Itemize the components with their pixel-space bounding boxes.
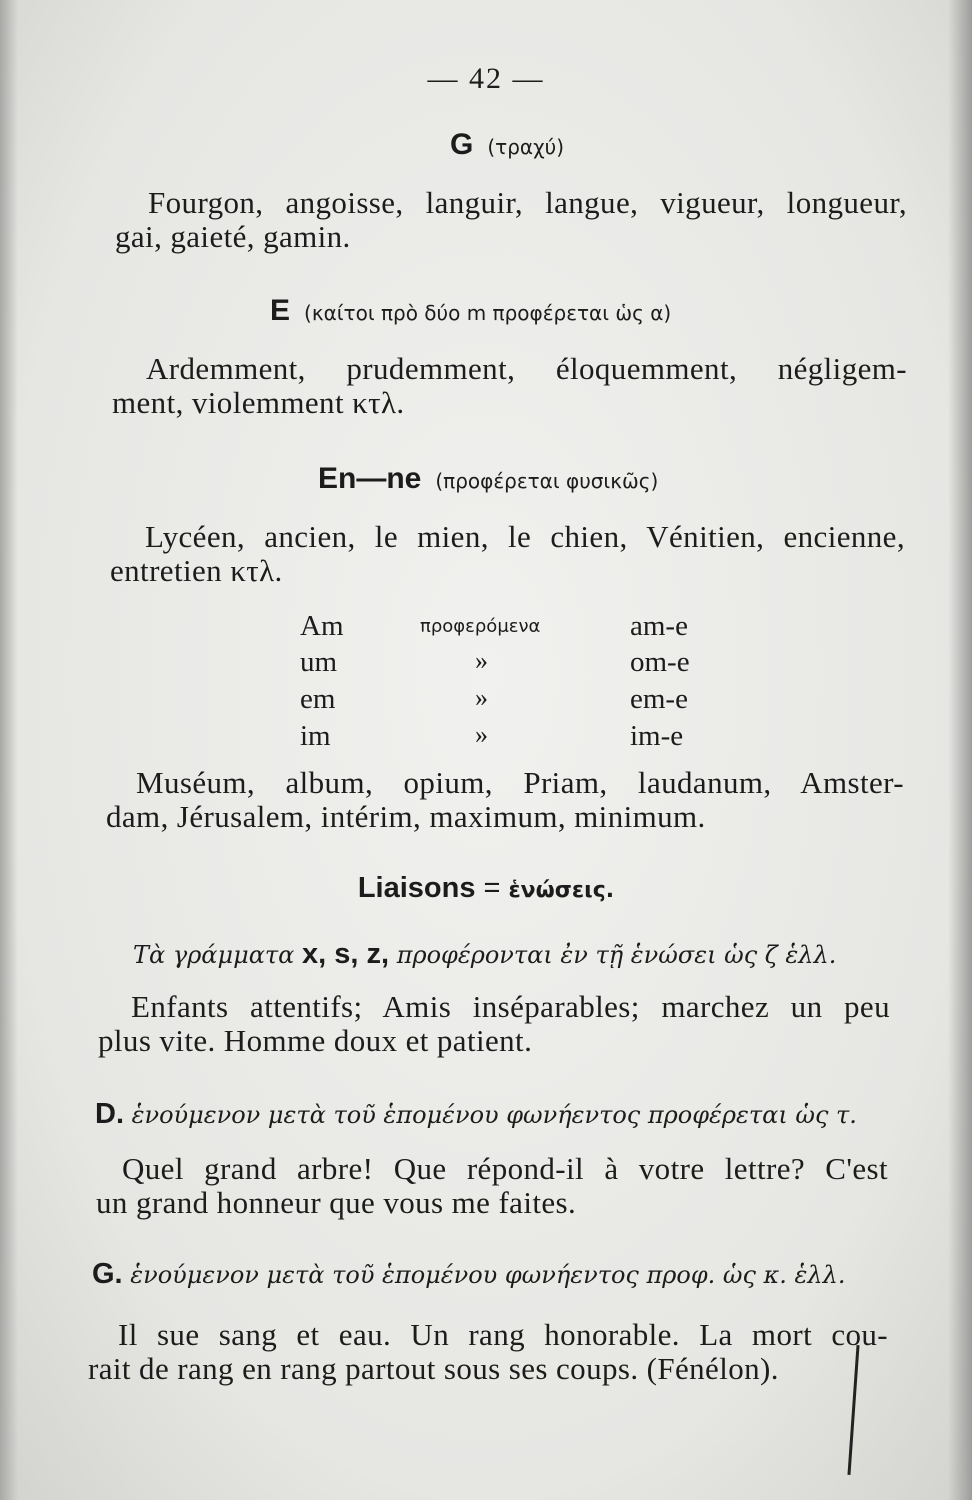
rule-g <box>92 1258 845 1291</box>
text-line: Ardemment, prudemment, éloquemment, négligem- <box>146 351 907 386</box>
paragraph-e-examples <box>112 352 907 420</box>
paragraph-g-liaison-examples <box>88 1318 888 1386</box>
heading-letter: En—ne <box>318 462 422 495</box>
heading-note: (προφέρεται φυσικῶς) <box>435 469 659 493</box>
text-line: Fourgon, angoisse, languir, langue, vigueur, longueur, <box>148 185 907 220</box>
rule-text: ἑνούμενον μετὰ τοῦ ἑπομένου φωνήεντος προφ. ὡς κ. ἑλλ. <box>130 1261 846 1289</box>
text-line: Il sue sang et eau. Un rang honorable. La mort cou- <box>118 1317 888 1352</box>
rule-letter: D. <box>95 1098 124 1130</box>
heading-note: (καίτοι πρὸ δύο m προφέρεται ὡς α) <box>304 301 672 325</box>
paragraph-table-examples <box>106 766 904 834</box>
rule-d <box>95 1098 857 1131</box>
text-line: Muséum, album, opium, Priam, laudanum, Amster- <box>136 765 904 800</box>
rule-prefix: Τὰ γράμματα <box>133 941 295 969</box>
section-heading-g <box>450 128 564 162</box>
table-sound: em-e <box>630 683 688 715</box>
page-number: — 42 — <box>427 62 545 95</box>
text-line: gai, gaieté, gamin. <box>115 219 351 254</box>
table-spelling: em <box>300 683 336 715</box>
table-ditto: » <box>475 683 488 712</box>
liaisons-heading <box>0 872 972 905</box>
rule-text: ἑνούμενον μετὰ τοῦ ἑπομένου φωνήεντος προφέρεται ὡς τ. <box>131 1101 857 1129</box>
heading-letter: G <box>450 128 474 161</box>
section-heading-e <box>270 294 671 328</box>
rule-xsz <box>133 938 836 971</box>
table-ditto: » <box>475 646 488 675</box>
table-sound: im-e <box>630 720 684 752</box>
table-ditto: » <box>475 720 488 749</box>
heading-letter: E <box>270 294 291 327</box>
paragraph-d-examples <box>96 1152 888 1220</box>
text-line: dam, Jérusalem, intérim, maximum, minimum. <box>106 799 706 834</box>
liaisons-equals: = <box>483 872 501 904</box>
table-spelling: Am <box>300 610 344 642</box>
text-line: ment, violemment κτλ. <box>112 385 405 420</box>
table-spelling: um <box>300 646 338 678</box>
text-line: Quel grand arbre! Que répond-il à votre lettre? C'est <box>122 1151 888 1186</box>
rule-suffix: προφέρονται ἐν τῇ ἑνώσει ὡς ζ ἑλλ. <box>396 941 837 969</box>
paragraph-g-examples <box>115 186 907 254</box>
text-line: un grand honneur que vous me faites. <box>96 1185 577 1220</box>
text-line: Lycéen, ancien, le mien, le chien, Vénitien, encienne, <box>145 519 905 554</box>
text-line: Enfants attentifs; Amis inséparables; marchez un peu <box>131 989 890 1024</box>
table-note: προφερόμενα <box>420 616 541 637</box>
text-line: entretien κτλ. <box>110 553 283 588</box>
page-shadow-left <box>0 0 18 1500</box>
liaisons-title: Liaisons <box>357 872 476 904</box>
table-sound: om-e <box>630 646 690 678</box>
paragraph-xsz-examples <box>98 990 890 1058</box>
paragraph-en-examples <box>110 520 905 588</box>
table-spelling: im <box>300 720 331 752</box>
table-sound: am-e <box>630 610 688 642</box>
page-shadow-right <box>948 0 972 1500</box>
liaisons-greek: ἑνώσεις. <box>508 878 615 903</box>
heading-note: (τραχύ) <box>487 135 564 159</box>
text-line: plus vite. Homme doux et patient. <box>98 1023 533 1058</box>
rule-letter: G. <box>92 1258 123 1290</box>
section-heading-en-ne <box>318 462 658 496</box>
rule-letters: x, s, z, <box>302 938 390 970</box>
text-line: rait de rang en rang partout sous ses coups. (Fénélon). <box>88 1351 779 1386</box>
